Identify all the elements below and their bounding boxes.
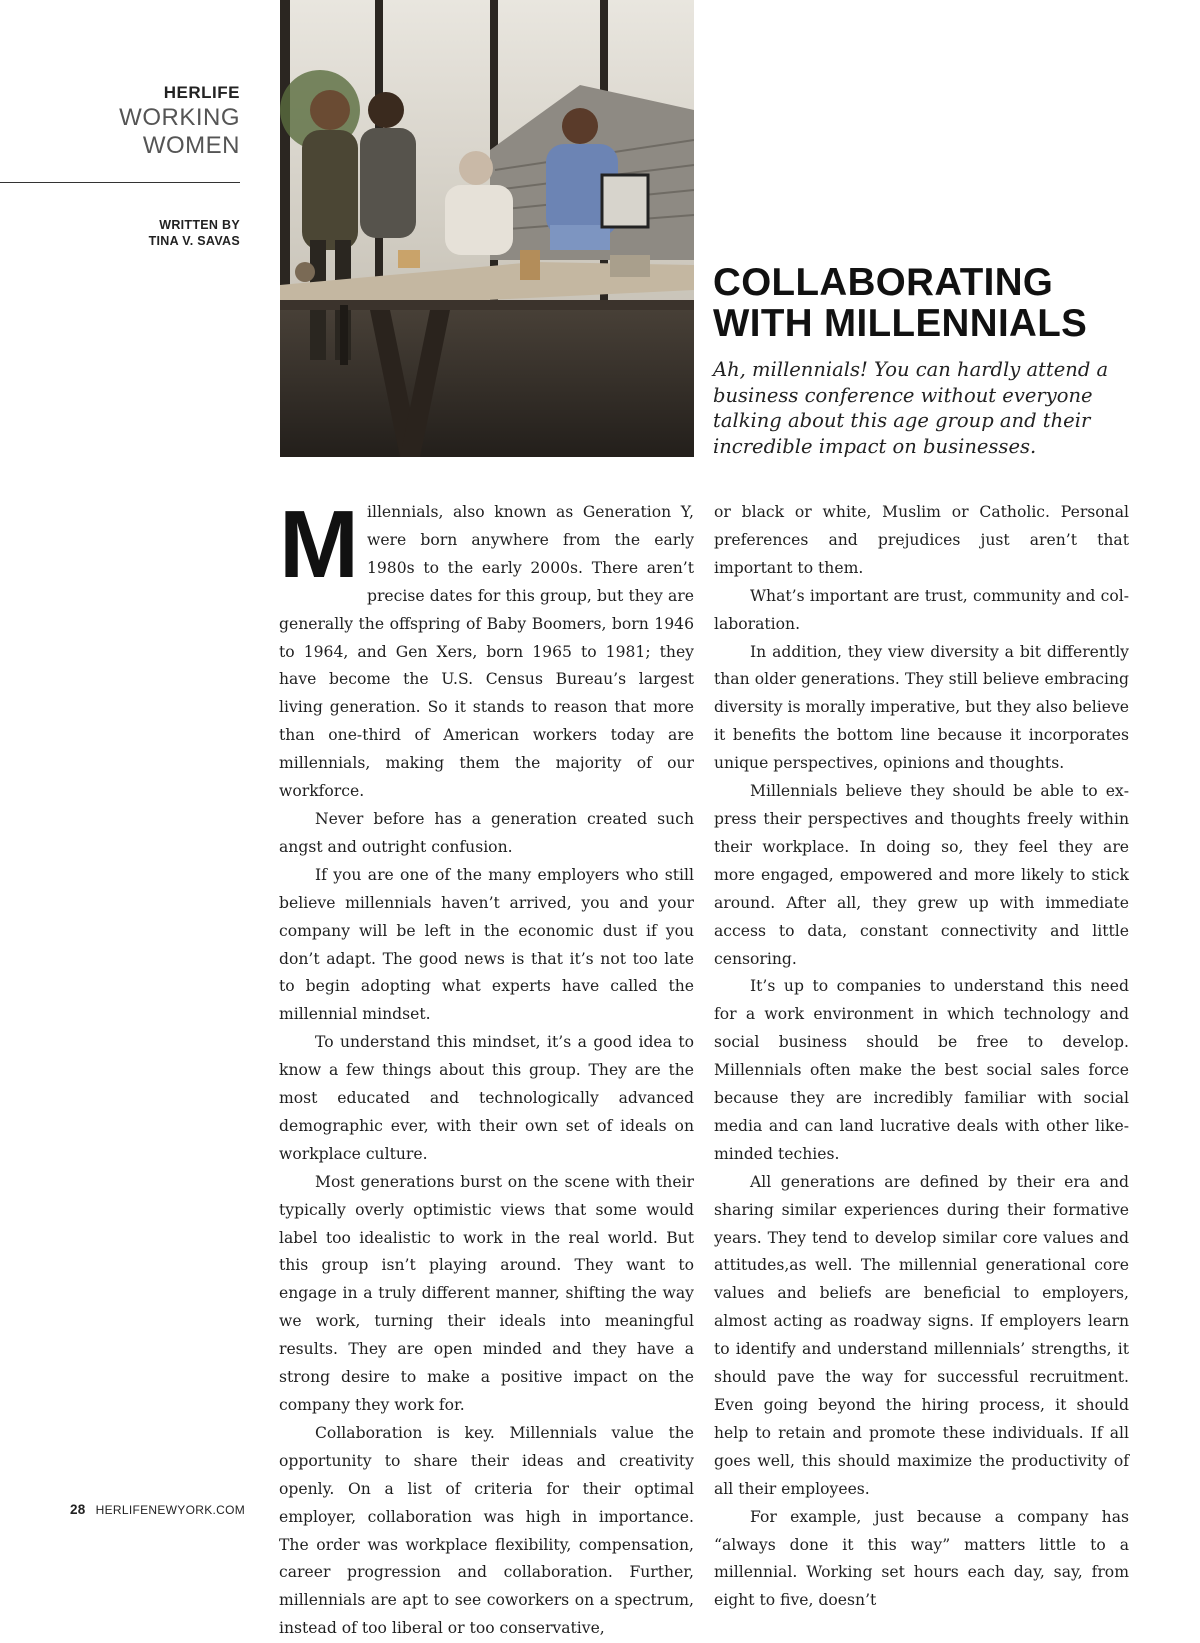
office-team-photo — [280, 0, 694, 457]
section-category-line2: WOMEN — [142, 132, 240, 159]
article-title-line2: WITH MILLENNIALS — [713, 302, 1088, 345]
website-url[interactable]: HERLIFENEWYORK.COM — [95, 1503, 246, 1517]
article-paragraph: Never before has a generation created such angst and outright confusion. — [279, 809, 694, 856]
byline — [0, 217, 240, 249]
article-paragraph: To understand this mindset, it’s a good idea to know a few things about this group. They are the most educated and technologically advanced demographic ever, with their own set of ideals on workplace culture. — [279, 1033, 694, 1163]
article-paragraph: or black or white, Muslim or Catholic. Personal preferences and prejudices just aren’t that important to them. — [714, 503, 1129, 577]
article-paragraph: In addition, they view diversity a bit differently than older generations. They still believe embracing diversity is morally imperative, but they also believe it benefits the bottom line because it incorporates unique perspectives, opinions and thoughts. — [714, 642, 1129, 773]
article-deck: Ah, millennials! You can hardly attend a business conference without everyone talking about this age group and their incredible impact on businesses. — [713, 358, 1109, 458]
article-paragraph: Most generations burst on the scene with their typically overly optimistic views that some would label too idealistic to work in the real world. But this group isn’t playing around. They want to engage in a truly different manner, shifting the way we work, turning their ideals into meaningful results. They are open minded and they have a strong desire to make a positive impact on the company they work for. — [279, 1172, 694, 1414]
article-paragraph — [279, 491, 694, 806]
byline-author: TINA V. SAVAS — [148, 234, 240, 248]
drop-cap: M — [279, 491, 359, 598]
article-paragraph: It’s up to companies to understand this need for a work environment in which technology and social business should be free to develop. Millennials often make the best social sales force because they are incredibly familiar with social media and can land lucrative deals with other like-minded techies. — [714, 977, 1129, 1163]
section-category-line1: WORKING — [119, 104, 240, 131]
article-column-left — [279, 491, 694, 1643]
article-lead-text: illennials, also known as Generation Y, were born anywhere from the early 1980s to the early 2000s. There aren’t precise dates for this group, but they are generally the offspring of Baby Boomers, born 1946 to 1964, and Gen Xers, born 1965 to 1981; they have become the U.S. Census Bureau’s largest living generation. So it stands to reason that more than one-third of American workers today are millennials, making them the majority of our workforce. — [279, 503, 694, 801]
article-paragraph: All generations are defined by their era and sharing similar experiences during their formative years. They tend to develop similar core values and attitudes,as well. The millennial generational core values and beliefs are beneficial to employers, almost acting as roadway signs. If employers learn to identify and understand millennials’ strengths, it should pave the way for successful recruitment. Even going beyond the hiring process, it should help to retain and promote these individuals. If all goes well, this should maximize the productivity of all their employees. — [714, 1172, 1129, 1498]
page-footer — [70, 1502, 245, 1517]
article-title — [713, 262, 1153, 344]
article-paragraph: Collaboration is key. Millennials value the opportunity to share their ideas and creativity openly. On a list of criteria for their optimal employer, collaboration was high in importance. The order was workplace flexibility, compensation, career progression and collaboration. Further, millennials are apt to see coworkers on a spectrum, instead of too liberal or too conservative, — [279, 1423, 694, 1638]
article-column-right — [714, 499, 1129, 1615]
section-divider — [0, 182, 240, 183]
article-paragraph: For example, just because a company has “always done it this way” matters little to a millennial. Working set hours each day, say, from eight to five, doesn’t — [714, 1507, 1129, 1610]
article-title-line1: COLLABORATING — [713, 261, 1054, 304]
section-brand: HERLIFE — [163, 83, 240, 102]
photo-illustration — [280, 0, 694, 457]
section-header — [0, 82, 240, 160]
article-paragraph: Millennials believe they should be able to express their perspectives and thoughts freely within their workplace. In doing so, they feel they are more engaged, empowered and more likely to stick around. After all, they grew up with immediate access to data, constant connectivity and little censoring. — [714, 782, 1129, 968]
article-paragraph: What’s important are trust, community and collaboration. — [714, 586, 1129, 633]
byline-label: WRITTEN BY — [159, 218, 240, 232]
article-paragraph: If you are one of the many employers who still believe millennials haven’t arrived, you and your company will be left in the economic dust if you don’t adapt. The good news is that it’s not too late to begin adopting what experts have called the millennial mindset. — [279, 865, 694, 1024]
page-number: 28 — [70, 1502, 86, 1517]
